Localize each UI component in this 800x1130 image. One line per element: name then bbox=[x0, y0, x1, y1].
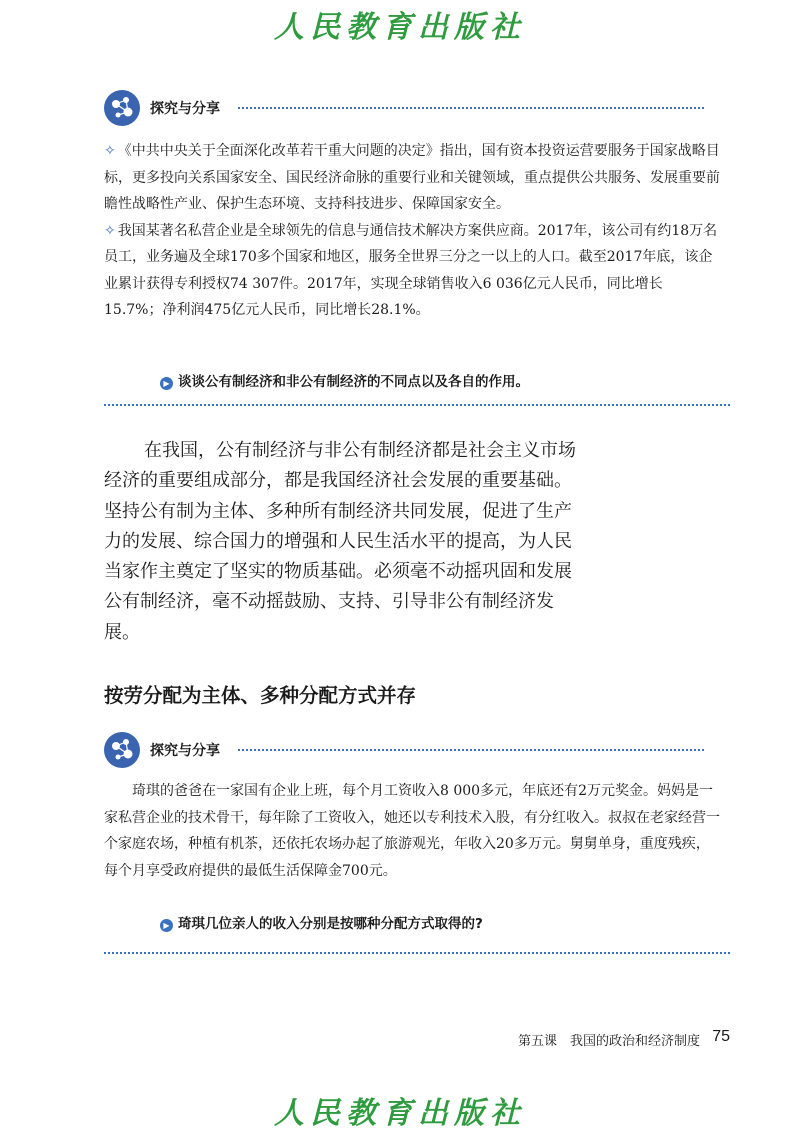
molecule-icon bbox=[104, 90, 140, 126]
chapter-footer: 第五课 我国的政治和经济制度 bbox=[517, 1034, 700, 1049]
molecule-icon bbox=[104, 732, 140, 768]
explore-box-1-dotted-rule bbox=[238, 107, 704, 109]
explore-box-2-question: ▶ 琦琪几位亲人的收入分别是按哪种分配方式取得的? bbox=[160, 912, 483, 932]
main-paragraph: 在我国，公有制经济与非公有制经济都是社会主义市场经济的重要组成部分，都是我国经济社会发展的重要基础。坚持公有制为主体、多种所有制经济共同发展，促进了生产力的发展、综合国力的增强和人民生活水平的提高，为人民当家作主奠定了坚实的物质基础。必须毫不动摇巩固和发展公有制经济，毫不动摇鼓励、支持、引导非公有制经济发展。 bbox=[104, 440, 576, 643]
section-heading: 按劳分配为主体、多种分配方式并存 bbox=[104, 684, 417, 707]
explore-box-2-paragraph: 琦琪的爸爸在一家国有企业上班，每个月工资收入8 000多元，年底还有2万元奖金。妈妈是一家私营企业的技术骨干，每年除了工资收入，她还以专利技术入股，有分红收入。叔叔在老家经营一个家庭农场，种植有机茶，还依托农场办起了旅游观光，年收入20多万元。舅舅单身，重度残疾，每个月享受政府提供的最低生活保障金700元。 bbox=[104, 783, 720, 879]
explore-box-1-paragraph: ✧ 《中共中央关于全面深化改革若干重大问题的决定》指出，国有资本投资运营要服务于国家战略目标，更多投向关系国家安全、国民经济命脉的重要行业和关键领域，重点提供公共服务、发展重要前瞻性战略性产业、保护生态环境、支持科技进步、保障国家安全。 bbox=[104, 143, 720, 212]
explore-box-2-title: 探究与分享 bbox=[150, 743, 220, 759]
explore-box-1-body bbox=[104, 138, 720, 324]
explore-box-1-title: 探究与分享 bbox=[150, 101, 220, 117]
play-arrow-icon: ▶ bbox=[160, 919, 173, 932]
publisher-watermark-bottom: 人民教育出版社 bbox=[274, 1096, 526, 1130]
play-arrow-icon: ▶ bbox=[160, 377, 173, 390]
diamond-bullet-icon: ✧ bbox=[104, 143, 116, 159]
page-number: 75 bbox=[712, 1028, 730, 1045]
explore-box-1-paragraph: ✧ 我国某著名私营企业是全球领先的信息与通信技术解决方案供应商。2017年，该公司有约18万名员工，业务遍及全球170多个国家和地区，服务全世界三分之一以上的人口。截至2017年底，该企业累计获得专利授权74 307件。2017年，实现全球销售收入6 036亿元人民币，同比增长15.7%；净利润475亿元人民币，同比增长28.1%。 bbox=[104, 222, 718, 318]
explore-box-2-dotted-rule bbox=[238, 749, 704, 751]
explore-box-2-header bbox=[104, 732, 704, 768]
explore-box-1-question: ▶ 谈谈公有制经济和非公有制经济的不同点以及各自的作用。 bbox=[160, 370, 529, 390]
publisher-watermark-top: 人民教育出版社 bbox=[274, 10, 526, 45]
explore-box-2-bottom-rule bbox=[104, 952, 730, 954]
diamond-bullet-icon: ✧ bbox=[104, 222, 116, 239]
explore-box-1-header bbox=[104, 90, 704, 126]
explore-box-1-bottom-rule bbox=[104, 404, 730, 406]
